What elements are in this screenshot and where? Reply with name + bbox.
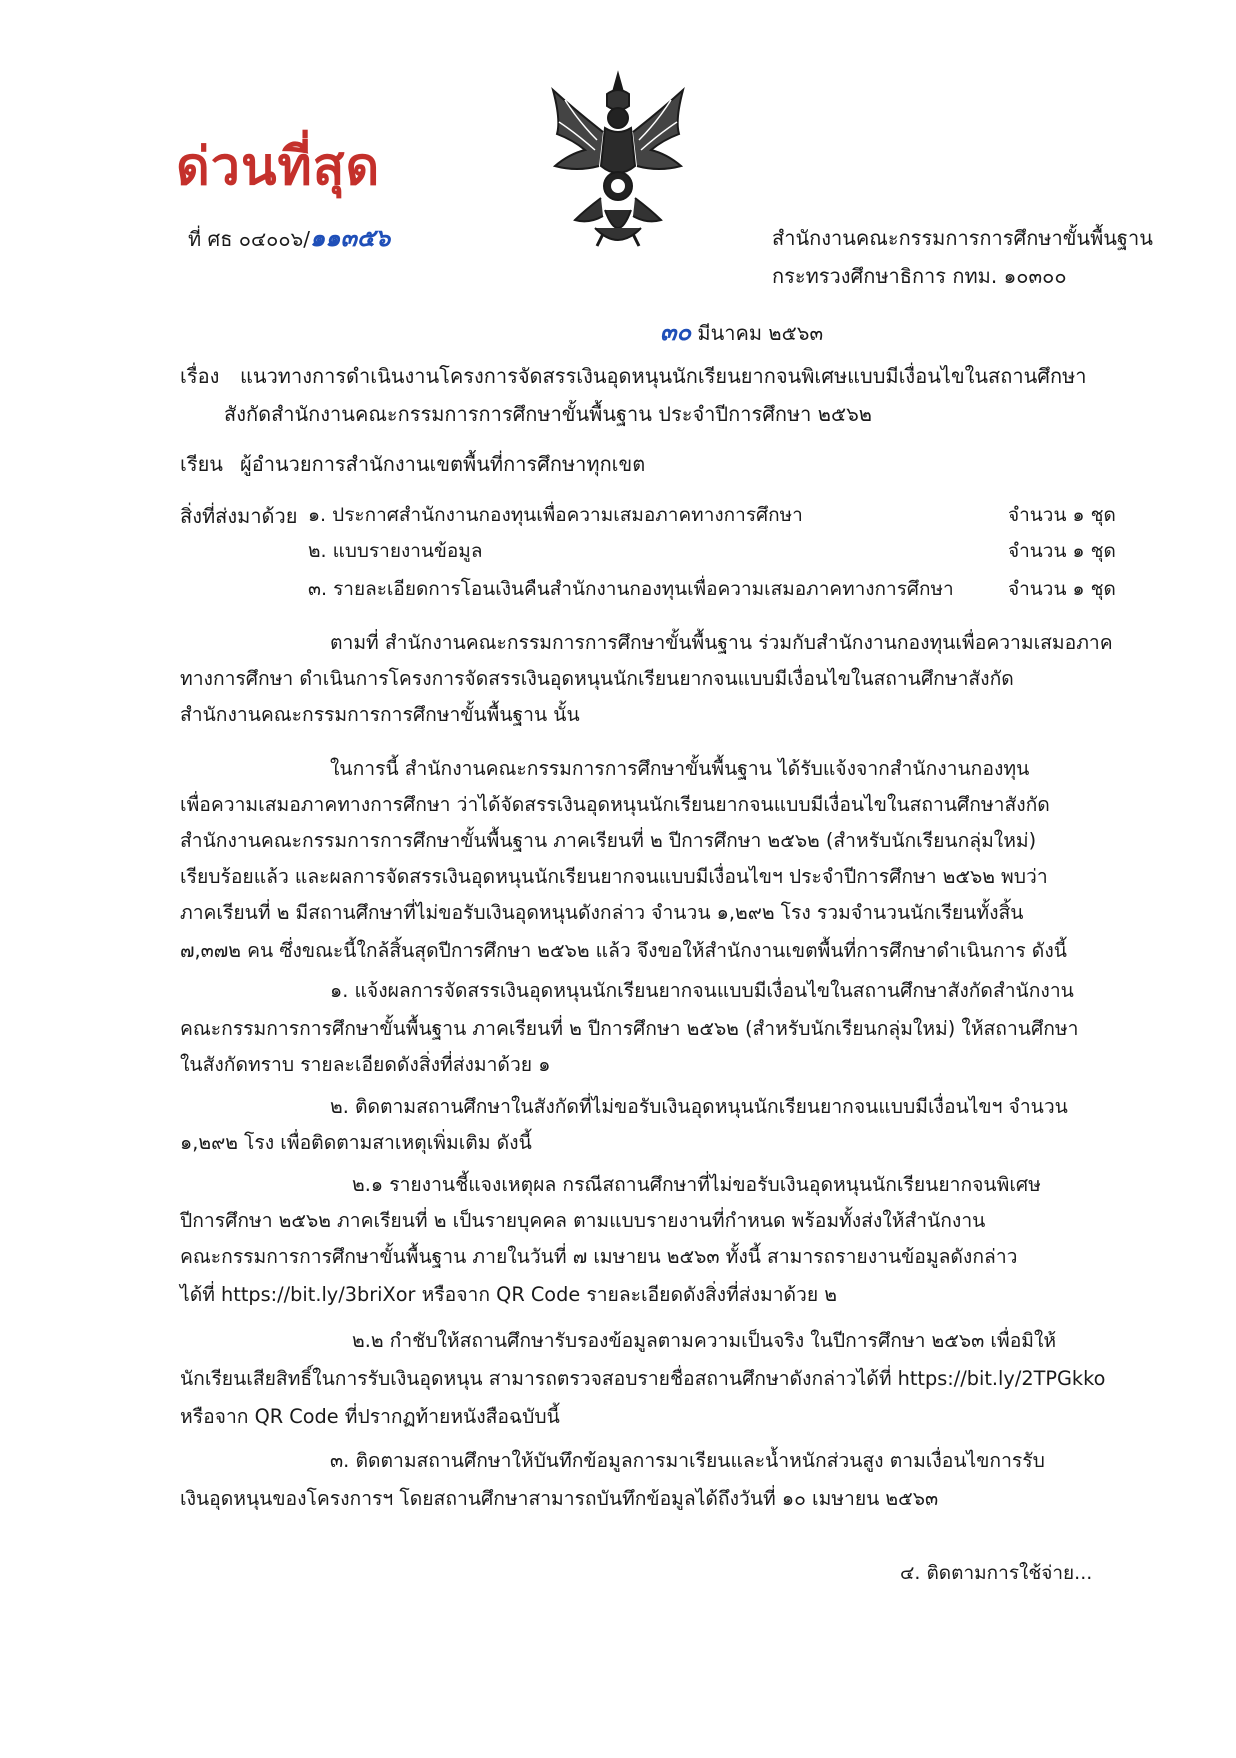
date-handwritten-day: ๓๐ <box>660 318 692 346</box>
recipient-label: เรียน <box>180 452 223 476</box>
body-line: เรียบร้อยแล้ว และผลการจัดสรรเงินอุดหนุนนักเรียนยากจนแบบมีเงื่อนไขฯ ประจำปีการศึกษา ๒๕๖๒ พบว่า <box>180 865 1048 888</box>
enclosure-item: ๓. รายละเอียดการโอนเงินคืนสำนักงานกองทุนเพื่อความเสมอภาคทางการศึกษา <box>308 578 954 600</box>
reference-number <box>188 218 390 257</box>
enclosure-quantity: จำนวน ๑ ชุด <box>1008 540 1116 562</box>
date-month-year: มีนาคม ๒๕๖๓ <box>697 321 824 345</box>
enclosure-item: ๑. ประกาศสำนักงานกองทุนเพื่อความเสมอภาคทางการศึกษา <box>308 504 803 526</box>
body-line: เงินอุดหนุนของโครงการฯ โดยสถานศึกษาสามารถบันทึกข้อมูลได้ถึงวันที่ ๑๐ เมษายน ๒๕๖๓ <box>180 1487 939 1510</box>
body-line: ๗,๓๗๒ คน ซึ่งขณะนี้ใกล้สิ้นสุดปีการศึกษา ๒๕๖๒ แล้ว จึงขอให้สำนักงานเขตพื้นที่การศึกษาดำเนินการ ดังนี้ <box>180 939 1067 962</box>
urgency-stamp: ด่วนที่สุด <box>176 136 381 197</box>
body-line: ๑,๒๙๒ โรง เพื่อติดตามสาเหตุเพิ่มเติม ดังนี้ <box>180 1131 532 1154</box>
body-line: ๓. ติดตามสถานศึกษาให้บันทึกข้อมูลการมาเรียนและน้ำหนักส่วนสูง ตามเงื่อนไขการรับ <box>330 1449 1045 1472</box>
body-line: หรือจาก QR Code ที่ปรากฏท้ายหนังสือฉบับนี้ <box>180 1405 560 1428</box>
body-line: สำนักงานคณะกรรมการการศึกษาขั้นพื้นฐาน ภาคเรียนที่ ๒ ปีการศึกษา ๒๕๖๒ (สำหรับนักเรียนกลุ่มใหม่) <box>180 829 1037 852</box>
body-line: นักเรียนเสียสิทธิ์ในการรับเงินอุดหนุน สามารถตรวจสอบรายชื่อสถานศึกษาดังกล่าวได้ที่ https://bit.ly/2TPGkko <box>180 1367 1106 1390</box>
body-line: ๒.๑ รายงานชี้แจงเหตุผล กรณีสถานศึกษาที่ไม่ขอรับเงินอุดหนุนนักเรียนยากจนพิเศษ <box>352 1173 1041 1196</box>
document-date <box>660 312 823 351</box>
body-line: ปีการศึกษา ๒๕๖๒ ภาคเรียนที่ ๒ เป็นรายบุคคล ตามแบบรายงานที่กำหนด พร้อมทั้งส่งให้สำนักงาน <box>180 1209 986 1232</box>
body-line: ในการนี้ สำนักงานคณะกรรมการการศึกษาขั้นพื้นฐาน ได้รับแจ้งจากสำนักงานกองทุน <box>330 757 1030 780</box>
enclosures-label: สิ่งที่ส่งมาด้วย <box>180 504 298 528</box>
body-line: เพื่อความเสมอภาคทางการศึกษา ว่าได้จัดสรรเงินอุดหนุนนักเรียนยากจนแบบมีเงื่อนไขในสถานศึกษาสังกัด <box>180 793 1050 816</box>
body-line: ๒.๒ กำชับให้สถานศึกษารับรองข้อมูลตามความเป็นจริง ในปีการศึกษา ๒๕๖๓ เพื่อมิให้ <box>352 1329 1057 1352</box>
body-line: ในสังกัดทราบ รายละเอียดดังสิ่งที่ส่งมาด้วย ๑ <box>180 1053 551 1076</box>
enclosure-quantity: จำนวน ๑ ชุด <box>1008 504 1116 526</box>
continuation-note: ๔. ติดตามการใช้จ่าย... <box>900 1562 1093 1584</box>
subject-line-1: แนวทางการดำเนินงานโครงการจัดสรรเงินอุดหนุนนักเรียนยากจนพิเศษแบบมีเงื่อนไขในสถานศึกษา <box>240 364 1087 388</box>
body-line: ๒. ติดตามสถานศึกษาในสังกัดที่ไม่ขอรับเงินอุดหนุนนักเรียนยากจนแบบมีเงื่อนไขฯ จำนวน <box>330 1095 1068 1118</box>
subject-line-2: สังกัดสำนักงานคณะกรรมการการศึกษาขั้นพื้นฐาน ประจำปีการศึกษา ๒๕๖๒ <box>224 402 872 426</box>
reference-handwritten-number: ๑๑๓๕๖ <box>310 224 391 252</box>
body-line: ภาคเรียนที่ ๒ มีสถานศึกษาที่ไม่ขอรับเงินอุดหนุนดังกล่าว จำนวน ๑,๒๙๒ โรง รวมจำนวนนักเรียนทั้งสิ้น <box>180 901 1024 924</box>
body-line: ได้ที่ https://bit.ly/3briXor หรือจาก QR Code รายละเอียดดังสิ่งที่ส่งมาด้วย ๒ <box>180 1283 838 1306</box>
recipient-text: ผู้อำนวยการสำนักงานเขตพื้นที่การศึกษาทุกเขต <box>240 452 646 476</box>
garuda-emblem-icon <box>545 70 691 252</box>
subject-label: เรื่อง <box>180 364 220 388</box>
body-line: ๑. แจ้งผลการจัดสรรเงินอุดหนุนนักเรียนยากจนแบบมีเงื่อนไขในสถานศึกษาสังกัดสำนักงาน <box>330 979 1074 1002</box>
sender-organization: สำนักงานคณะกรรมการการศึกษาขั้นพื้นฐาน <box>772 226 1153 250</box>
sender-address: กระทรวงศึกษาธิการ กทม. ๑๐๓๐๐ <box>772 264 1067 288</box>
reference-prefix: ที่ ศธ ๐๔๐๐๖/ <box>188 227 310 251</box>
body-line: คณะกรรมการการศึกษาขั้นพื้นฐาน ภายในวันที่ ๗ เมษายน ๒๕๖๓ ทั้งนี้ สามารถรายงานข้อมูลดังกล่าว <box>180 1245 1018 1268</box>
body-line: คณะกรรมการการศึกษาขั้นพื้นฐาน ภาคเรียนที่ ๒ ปีการศึกษา ๒๕๖๒ (สำหรับนักเรียนกลุ่มใหม่) ให้สถานศึกษา <box>180 1017 1079 1040</box>
body-line: ทางการศึกษา ดำเนินการโครงการจัดสรรเงินอุดหนุนนักเรียนยากจนแบบมีเงื่อนไขในสถานศึกษาสังกัด <box>180 667 1014 690</box>
enclosure-quantity: จำนวน ๑ ชุด <box>1008 578 1116 600</box>
enclosure-item: ๒. แบบรายงานข้อมูล <box>308 540 483 562</box>
body-line: ตามที่ สำนักงานคณะกรรมการการศึกษาขั้นพื้นฐาน ร่วมกับสำนักงานกองทุนเพื่อความเสมอภาค <box>330 631 1113 654</box>
body-line: สำนักงานคณะกรรมการการศึกษาขั้นพื้นฐาน นั้น <box>180 703 580 726</box>
